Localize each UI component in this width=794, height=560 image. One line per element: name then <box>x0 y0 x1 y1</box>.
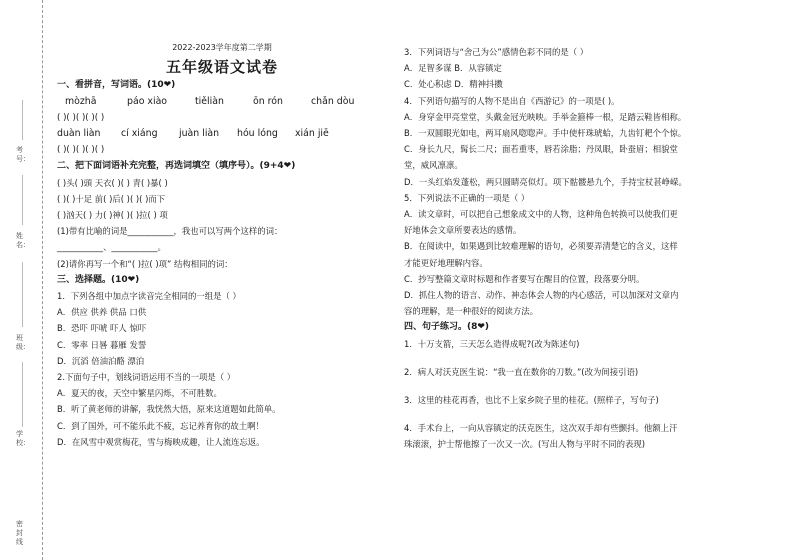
pinyin: tiěliàn <box>195 95 224 107</box>
option-c: C．抄写整篇文章时标题和作者要写在醒目的位置，段落要分明。 <box>404 273 645 284</box>
pinyin: cí xiáng <box>121 128 158 140</box>
option-a: A．供应 供养 供品 口供 <box>57 307 147 318</box>
section-1-heading: 一、看拼音，写词语。(10❤) <box>57 80 176 91</box>
answer-blanks[interactable]: ( )( )( )( )( ) <box>57 112 105 123</box>
option-d: D．在风雪中观赏梅花，雪与梅映成趣，让人流连忘返。 <box>57 436 265 447</box>
option-c: C．零率 日晷 暮雁 发誓 <box>57 339 147 350</box>
option-c: C．到了国外，可不能乐此不疲，忘记养育你的故土啊！ <box>57 420 264 431</box>
options-ab: A．足智多谋 B．从容镇定 <box>404 63 502 74</box>
exam-title: 五年级语文试卷 <box>165 58 278 77</box>
fill-row[interactable]: ( )头( )頭 天衣( )( ) 青( )暴( ) <box>57 177 168 188</box>
binding-margin <box>0 0 43 560</box>
seal-line <box>22 100 24 140</box>
pinyin: chǎn dòu <box>311 95 355 107</box>
option-a: A．读文章时，可以把自己想象成文中的人物，这种角色转换可以使我们更 <box>404 209 678 220</box>
class-label: 班级： <box>16 334 30 351</box>
question-text: 3．下列词语与“舍己为公”感情色彩不同的是（ ） <box>404 47 589 57</box>
option-b: B．一双圆眼光如电，两耳扇风唿唿声。手中使杆珠琥蛤，九齿钉耙个个惊。 <box>404 128 687 139</box>
pinyin: páo xiào <box>127 95 168 107</box>
option-d: D．一头红焰发蓬松，两只圆睛亮似灯。项下骷髅悬九个，手持宝杖甚峥嵘。 <box>404 176 687 187</box>
option-c-cont: 堂，威风凛凛。 <box>404 160 463 171</box>
right-column <box>404 44 784 453</box>
sentence-question: 4．手术台上，一向从容镇定的沃克医生，这次双手却有些颤抖。他额上汗 <box>404 423 678 434</box>
option-b-cont: 才能更好地理解内容。 <box>404 257 488 268</box>
seal-line <box>22 362 24 427</box>
fill-row[interactable]: ( )( )十足 前( )后( )( )( )而下 <box>57 193 166 204</box>
option-d: D．沉滔 倍油泊酪 漂泊 <box>57 355 145 366</box>
pinyin: duàn liàn <box>57 128 101 140</box>
option-b: B．在阅读中，如果遇到比较难理解的语句，必须要弄清楚它的含义，这样 <box>404 241 678 252</box>
section-4-heading: 四、句子练习。(8❤) <box>404 322 490 333</box>
school-label: 学校： <box>16 430 30 447</box>
section-3-heading: 三、选择题。(10❤) <box>57 274 140 285</box>
section-2-heading: 二、把下面词语补充完整，再选词填空（填序号）。(9+4❤) <box>57 161 296 172</box>
term-subtitle: 2022-2023学年度第二学期 <box>172 43 272 52</box>
option-d-cont: 容的理解，是一种很好的阅读方法。 <box>404 306 538 317</box>
answer-line[interactable]: ___________、___________。 <box>57 242 166 253</box>
pinyin-row-1 <box>57 94 387 110</box>
sentence-question: 3．这里的桂花再香，也比不上家乡院子里的桂花。(照样子，写句子) <box>404 395 659 406</box>
question-text: 4．下列语句描写的人物不是出自《西游记》的一项是( )。 <box>404 95 620 106</box>
option-c: C．身长九尺，髯长二尺；面若重枣，唇若涂脂；丹凤眼，卧蚕眉；相貌堂 <box>404 144 678 155</box>
seal-label: 密封线 <box>16 520 23 546</box>
fill-row[interactable]: ( )汹天( ) 力( )神( )( )拉( ) 项 <box>57 210 168 221</box>
question-text: 5．下列说法不正确的一项是（ ） <box>404 192 530 203</box>
pinyin: juàn liàn <box>179 128 220 140</box>
exam-no-label: 考号： <box>16 146 30 163</box>
question-text: 2.下面句子中，划线词语运用不当的一项是（ ） <box>57 372 236 383</box>
sentence-question: 1．十万支箭，三天怎么造得成呢?(改为陈述句) <box>404 338 580 349</box>
question-text: (2)请你再写一个和“( )拉( )项” 结构相同的词： <box>57 258 233 269</box>
option-a-cont: 好地体会文章所要表达的感情。 <box>404 225 522 236</box>
option-a: A．身穿金甲亮堂堂，头戴金冠光映映。手举金箍棒一根，足踏云鞋皆相称。 <box>404 111 687 122</box>
name-label: 姓名： <box>16 232 30 249</box>
question-text: (1)带有比喻的词是___________，我也可以写两个这样的词： <box>57 226 283 237</box>
question-text: 1．下列各组中加点字读音完全相同的一组是（ ） <box>57 291 241 302</box>
option-d: D．抓住人物的语言、动作、神态体会人物的内心感活，可以加深对文章内 <box>404 290 679 301</box>
pinyin: ōn rón <box>253 95 283 107</box>
option-b: B．恐吓 吓唬 吓人 惊吓 <box>57 323 147 334</box>
sentence-question-cont: 珠滚滚，护士帮他擦了一次又一次。(写出人物与平时不同的表现) <box>404 439 646 450</box>
option-a: A．夏天的夜，天空中繁星闪烁，不可胜数。 <box>57 388 222 399</box>
pinyin: xián jiē <box>295 128 329 140</box>
option-b: B．听了黄老师的讲解，我恍然大悟，原来这道题如此简单。 <box>57 404 281 415</box>
answer-blanks[interactable]: ( )( )( )( )( ) <box>57 145 105 156</box>
pinyin: hóu lóng <box>237 128 278 140</box>
left-column <box>57 40 387 450</box>
sentence-question: 2．病人对沃克医生说：“我一直在数你的刀数。”(改为间接引语) <box>404 366 639 377</box>
seal-line <box>22 262 24 327</box>
pinyin-row-2 <box>57 126 387 142</box>
pinyin: mòzhā <box>65 95 97 107</box>
options-cd: C．处心积虑 D．精神抖擞 <box>404 79 503 90</box>
seal-line <box>22 175 24 225</box>
